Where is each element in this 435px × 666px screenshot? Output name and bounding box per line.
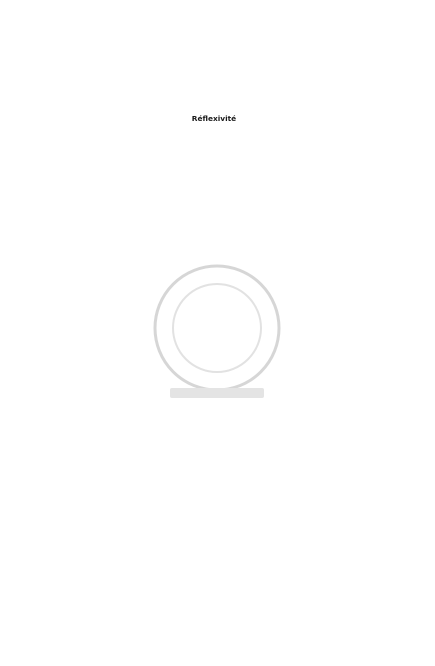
text-line — [36, 506, 392, 518]
body-text — [36, 84, 392, 666]
text-line — [36, 629, 392, 641]
text-line — [36, 371, 392, 383]
text-line — [36, 518, 392, 530]
text-line — [36, 420, 392, 432]
text-line — [36, 592, 392, 604]
paragraph-3 — [36, 215, 392, 289]
text-line — [36, 457, 392, 469]
paragraph-4 — [36, 293, 392, 354]
text-line — [36, 383, 392, 395]
text-line — [36, 199, 392, 211]
text-line — [36, 186, 392, 198]
text-line — [36, 395, 392, 407]
text-line — [221, 84, 392, 96]
paragraph-5 — [36, 358, 392, 665]
paragraph-2 — [36, 100, 392, 211]
text-line — [36, 616, 392, 628]
text-line — [36, 653, 392, 665]
text-line — [36, 330, 392, 342]
text-line — [36, 252, 392, 264]
text-line — [36, 580, 392, 592]
text-line — [36, 240, 392, 252]
text-line — [271, 276, 392, 288]
text-line — [36, 444, 392, 456]
text-line — [36, 293, 392, 305]
text-line — [36, 530, 392, 542]
text-line — [36, 481, 392, 493]
text-line — [36, 432, 392, 444]
text-line — [36, 227, 392, 239]
text-line — [36, 113, 392, 125]
text-line — [36, 358, 392, 370]
text-line — [36, 641, 392, 653]
inline-latin-term: Réflexivité — [191, 113, 237, 123]
paragraph-1 — [36, 84, 392, 96]
text-line — [36, 149, 392, 161]
text-line — [36, 162, 392, 174]
text-line — [36, 137, 392, 149]
text-line — [36, 555, 392, 567]
text-line — [36, 469, 392, 481]
text-line — [36, 174, 392, 186]
text-line — [36, 543, 392, 555]
text-line — [36, 407, 392, 419]
text-line — [36, 100, 392, 112]
text-line — [36, 317, 392, 329]
text-line — [221, 342, 392, 354]
text-line — [36, 494, 392, 506]
text-line — [36, 305, 392, 317]
text-line — [36, 264, 392, 276]
text-line — [36, 567, 392, 579]
text-line — [36, 125, 392, 137]
text-line — [36, 215, 392, 227]
text-line — [36, 604, 392, 616]
